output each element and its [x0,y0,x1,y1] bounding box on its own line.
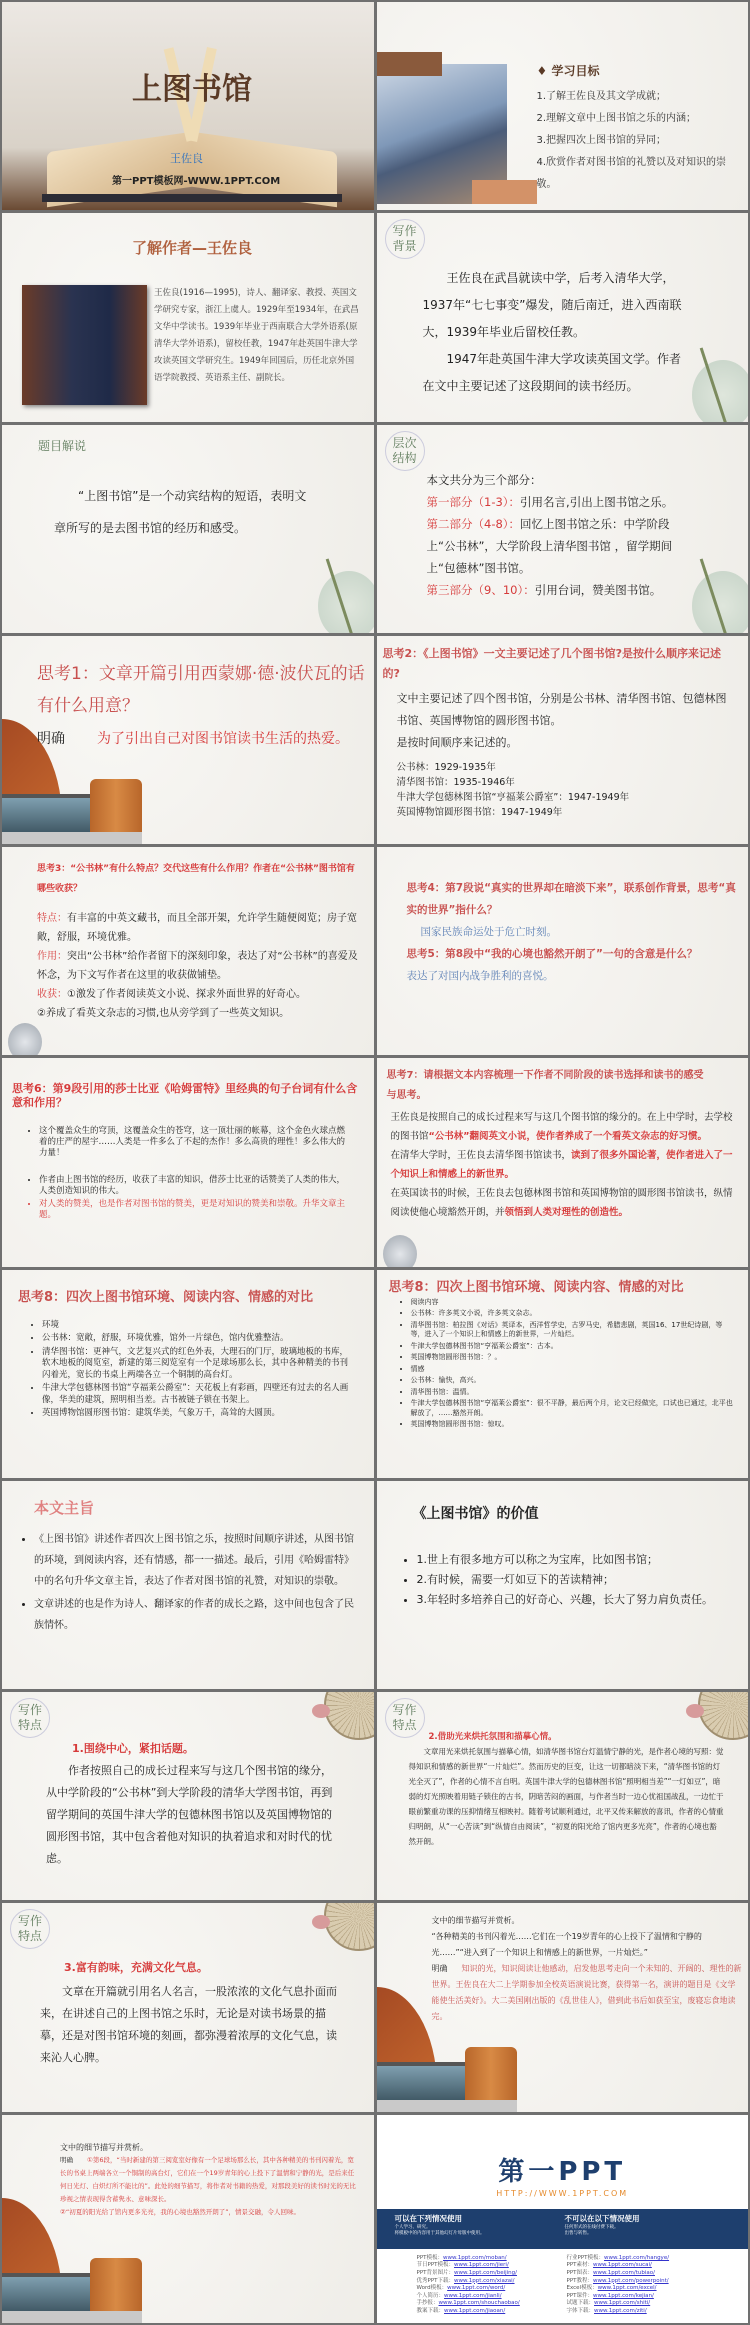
objectives-heading-text: 学习目标 [551,64,600,78]
author-bio: 王佐良(1916—1995)，诗人、翻译家、教授、英国文学研究专家，浙江上虞人。1929年至1934年，在武昌文华中学读书。1939年毕业于西南联合大学外语系(原清华大学外语系)，留校任教，1947年赴英国牛津大学攻读英国文学研究生。1949年回国后，历任北京外国语学院教授、英语系主任、副院长。 [154,288,359,384]
part-item [427,491,689,513]
answer-item [37,909,362,947]
item-label: 收获： [37,989,67,1001]
slide-heading: 《上图书馆》的价值 [412,1505,539,1522]
answer: 国家民族命运处于危亡时刻。 [420,926,557,939]
section-tag [385,1698,425,1738]
tag-line: 结构 [392,450,417,465]
bullet-list [399,1298,734,1432]
rose-decoration [312,1704,330,1718]
bullet-item: • 阅读内容 [411,1298,734,1308]
highlight: 读到了很多外国论著，使作者进入了一个知识上和情感上的新世界。 [390,1150,733,1181]
link-label: PPT教程： [566,2277,593,2284]
tag-line: 写作 [392,224,417,239]
part-text: 引用台词，赞美图书馆。 [534,582,662,597]
bullet-list [27,1126,347,1223]
link-label: PPT模板： [416,2254,443,2261]
slide-detail-analysis1[interactable] [377,1903,749,2111]
slide-title-explain[interactable] [2,425,374,633]
section-tag [385,219,425,259]
gourd-icon: ♦ [536,64,548,78]
objectives-list [537,86,742,196]
section-tag [385,431,425,471]
answer-paragraph [391,1184,741,1222]
tag-line: 层次 [392,435,417,450]
resource-link[interactable]: www.1ppt.com/shouchaobao/ [438,2300,520,2307]
bullet-item: • 3.年轻时多培养自己的好奇心、兴趣，长大了努力肩负责任。 [417,1591,725,1609]
slide-feature1[interactable] [2,1692,374,1900]
bullet-item: • 清华图书馆：更神气，文艺复兴式的红色外表，大理石的门厅，玻璃地板的书库，软木地板的阅览室，新建的第三阅览室有一个足球场那么长，其中各种精美的书刊闪着光，宽长的书桌上两端各立一个铜制的高台灯。 [42,1347,355,1382]
quote: “各种精美的书刊闪着光……它们在一个19岁青年的心上投下了温情和宁静的光……”“进入到了一个知识上和情感上的新世界，一片灿烂。” [431,1932,702,1958]
tag-line: 背景 [392,239,417,254]
answer-paragraph [391,1146,741,1184]
bullet-list [22,1529,357,1638]
timeline-item: 牛津大学包德林图书馆“亨福莱公爵室”：1947-1949年 [396,791,630,803]
question: 思考3：“公书林”有什么特点？交代这些有什么作用？作者在“公书林”图书馆有哪些收获？ [37,864,355,895]
tag-line: 特点 [392,1718,417,1733]
deny-item: 出售与转售。 [564,2230,592,2236]
link-row [567,2308,717,2316]
allow-title: 可以在下列情况使用 [394,2213,462,2223]
answer-text: ②“初夏的阳光给了馆内更多光亮，我的心境也豁然开朗了”，情景交融，令人回味。 [60,2207,301,2216]
slide-objectives[interactable] [377,2,749,210]
highlight: “公书林”翻阅英文小说，使作者养成了一个看英文杂志的好习惯。 [428,1131,708,1143]
slide-think8-environment[interactable] [2,1270,374,1478]
text: 在清华大学时，王佐良去清华图书馆读书， [390,1150,572,1162]
link-row [567,2300,717,2308]
flower-decoration [692,571,748,633]
tag-line: 特点 [17,1929,42,1944]
bullet-item: • 公书林：愉快，高兴。 [411,1376,734,1386]
answer-line: 文中主要记述了四个图书馆，分别是公书林、清华图书馆、包德林图书馆、英国博物馆的圆形图书馆。 [396,691,727,727]
vase-decoration [8,1023,42,1055]
answer-item [37,947,362,985]
umbrella-decoration [698,1692,748,1740]
feature-body: 文章用光来烘托氛围与描摹心情，如清华图书馆台灯温情宁静的光，是作者心境的写照：觉得知识和情感的新世界“一片灿烂”。然而历史的巨变，让这一切都暗淡下来，“清华图书馆的灯光全灭了”，作者的心情不言自明。英国牛津大学的包德林图书馆“照明相当差”“一灯如豆”，暗弱的灯光照映着用链子锁住的古书，阴暗苦闷的画面，与作者当时一边心忧祖国战乱，一边忙于眼前繁重功课的压抑情绪互相映衬。随着考试顺利通过，北平又传来解放的喜讯，作者的心情重归明朗，从“一心苦读”到“纵情自由阅读”，“初夏的阳光给了馆内更多光亮”，作者的心境也豁然开朗。 [408,1747,724,1847]
text: 王佐良是按照自己的成长过程来写与这几个图书馆的缘分的。在上中学时，去学校的图书馆 [390,1112,733,1143]
link-label: 字体下载： [566,2307,595,2314]
resource-link[interactable]: www.1ppt.com/ziti/ [594,2307,647,2314]
umbrella-decoration [324,1692,374,1740]
section-tag: 题目解说 [38,438,87,453]
bullet-item: • 牛津大学包德林图书馆“亨福莱公爵室”：天花板上有彩画，四壁还有过去的名人画像，华美的建筑，照明相当差。古书被链子锁在书架上。 [42,1383,355,1406]
feature-heading: 1.围绕中心，紧扣话题。 [72,1742,194,1756]
intro: 文中的细节描写并赏析。 [431,1916,520,1926]
text: 在英国读书的时候，王佐良去包德林图书馆和英国博物馆的圆形图书馆读书，纵情阅读使他心境豁然开朗，并 [390,1188,733,1219]
question: 思考7：请根据文本内容梳理一下作者不同阶段的读书选择和读书的感受与思考。 [386,1070,704,1102]
link-label: PPT素材： [566,2262,593,2269]
allow-item: 个人学习、研究。 [394,2224,431,2230]
link-label: PPT课件： [566,2292,593,2299]
answer-text: 知识的光，知识阅读让他感动，启发他思考走向一个未知的、开阔的、理性的新世界。王佐良在大二上学期参加全校英语演说比赛，获得第一名，演讲的题目是《文学能使生活美好》。大二美国刚出版的《乱世佳人》，借到此书后如获至宝，废寝忘食地读完。 [431,1964,742,2022]
link-label: PPT背景图片： [416,2269,454,2276]
bullet-item: • 这个覆盖众生的穹顶，这覆盖众生的苍穹，这一顶壮丽的帐幕，这个金色火球点燃着的庄严的屋宇……人类是一件多么了不起的杰作！多么高贵的理性！多么伟大的力量！ [39,1126,347,1159]
resource-link[interactable]: www.1ppt.com/excel/ [597,2285,657,2292]
feature-heading: 2.借助光来烘托氛围和描摹心情。 [428,1732,557,1743]
resource-link[interactable]: www.1ppt.com/shiti/ [594,2300,651,2307]
question: 思考1：文章开篇引用西蒙娜·德·波伏瓦的话有什么用意？ [37,663,365,716]
allow-item: 将模板中的内容用于其他幻灯片母版中使用。 [394,2230,485,2236]
part-label: 第三部分（9、10）： [426,582,535,597]
deny-item: 任何形式的在线付费下载。 [564,2224,619,2230]
answer-line: 是按时间顺序来记述的。 [396,735,518,749]
objectives-heading [537,62,600,79]
answer [60,2154,360,2206]
objective-item: 1.了解王佐良及其文学成就； [536,91,667,102]
link-row [417,2262,567,2270]
slide-end-brand[interactable] [377,2115,749,2323]
link-row [417,2278,567,2286]
link-label: 教案下载： [416,2307,445,2314]
bullet-item: • 环境 [42,1320,355,1332]
answer: 表达了对国内战争胜利的喜悦。 [406,970,554,983]
bullet-item: • 《上图书馆》讲述作者四次上图书馆之乐，按照时间顺序讲述，从图书馆的环境，到阅读内容，还有情感，都一一描述。最后，引用《哈姆雷特》中的名句升华文章主旨，表达了作者对图书馆的礼赞，对知识的崇敬。 [34,1529,357,1592]
tag-line: 写作 [17,1914,42,1929]
site-watermark: 第一PPT模板网-WWW.1PPT.COM [112,176,281,187]
slide-feature3[interactable] [2,1903,374,2111]
bullet-item: • 对人类的赞美，也是作者对图书馆的赞美，更是对知识的赞美和崇敬。升华文章主题。 [39,1199,347,1221]
answer-label: 明确 [60,2155,73,2164]
slide-value[interactable] [377,1481,749,1689]
resource-link[interactable]: www.1ppt.com/beijing/ [454,2269,518,2276]
link-row [567,2278,717,2286]
slide-think3[interactable] [2,847,374,1055]
answer-paragraph [391,1108,741,1146]
resource-link[interactable]: www.1ppt.com/word/ [447,2285,506,2292]
answer [391,1108,741,1222]
link-label: PPT图表： [566,2269,593,2276]
slide-think1[interactable] [2,636,374,844]
bullet-item: • 英国博物馆圆形图书馆：建筑华美，气象万千，高耸的大圆顶。 [42,1408,355,1420]
deny-title: 不可以在以下情况使用 [564,2213,640,2223]
bullet-list [30,1320,355,1422]
item-text: ①激发了作者阅读英文小说、探求外面世界的好奇心。 [67,989,306,1001]
item-label: 特点： [37,913,67,925]
intro: 本文共分为三个部分： [426,472,542,487]
link-label: 个人简历： [416,2292,445,2299]
qa [407,877,742,987]
link-row [417,2308,567,2316]
timeline-item: 英国博物馆圆形图书馆：1947-1949年 [396,806,563,818]
bullet-item: • 情感 [411,1365,734,1375]
link-label: 手抄报： [416,2300,439,2307]
feature-body: 文章在开篇就引用名人名言，一股浓浓的文化气息扑面而来，在讲述自己的上图书馆之乐时，无论是对读书场景的描摹，还是对图书馆环境的刻画，都弥漫着浓厚的文化气息，读来沁人心脾。 [40,1985,337,2065]
part-item [427,579,689,601]
resource-links [417,2255,717,2316]
part-text: 回忆上图书馆之乐：中学阶段上“公书林”，大学阶段上清华图书馆 ，留学期间上“包德林”图书馆。 [426,516,673,575]
brand-logo: 第一PPT [498,2156,627,2187]
question: 思考6：第9段引用的莎士比亚《哈姆雷特》里经典的句子台词有什么含意和作用？ [12,1082,358,1110]
flower-decoration [318,571,374,633]
answer: 为了引出自己对图书馆读书生活的热爱。 [97,730,349,747]
question: 思考4：第7段说“真实的世界却在暗淡下来”，联系创作背景，思考“真实的世界”指什么？ [406,882,736,917]
detail-text [60,2141,360,2219]
explain-text: “上图书馆”是一个动宾结构的短语，表明文章所写的是去图书馆的经历和感受。 [54,488,307,535]
slide-heading: 思考8：四次上图书馆环境、阅读内容、情感的对比 [388,1279,684,1295]
bullet-item: • 牛津大学包德林图书馆“亨福莱公爵室”：很不平静，最后两个月，论文已经做完，口试也已通过，北平也解放了，……豁然开朗。 [411,1399,734,1418]
tag-line: 写作 [17,1703,42,1718]
link-row [567,2262,717,2270]
answer-text: ①第6段，“当时新建的第三阅览室好像有一个足球场那么长，其中各种精美的书刊闪着光，宽长的书桌上两端各立一个铜制的高台灯，它们在一个19岁青年的心上投下了温情和宁静的光，是后来任何日光灯、白炽灯所不能比的”。此处的细节描写，将作者对书籍的热爱，对那段美好的读书时光的无比珍视之情表现得含蓄隽永、意味深长。 [60,2155,356,2203]
flower-decoration [692,360,748,422]
resource-link[interactable]: www.1ppt.com/moban/ [443,2254,507,2261]
feature-heading: 3.富有韵味，充满文化气息。 [64,1961,208,1975]
link-label: Excel模板： [566,2285,598,2292]
tag-line: 写作 [392,1703,417,1718]
slide-heading: 思考8：四次上图书馆环境、阅读内容、情感的对比 [18,1289,314,1305]
bullet-item: • 公书林：宽敞，舒服，环境优雅，馆外一片绿色，馆内优雅整洁。 [42,1333,355,1345]
slide-author[interactable] [2,213,374,421]
bullet-item: • 英国博物馆圆形图书馆：惊叹。 [411,1420,734,1430]
bullet-item: • 2.有时候，需要一灯如豆下的苦读精神； [417,1571,725,1589]
slide-feature2[interactable] [377,1692,749,1900]
item-label: 作用： [37,951,67,963]
paragraph: 王佐良在武昌就读中学，后考入清华大学，1937年“七七事变”爆发，随后南迁，进入西南联大，1939年毕业后留校任教。 [422,271,682,340]
structure-text [427,469,689,601]
item-text: 突出“公书林”给作者留下的深刻印象，表达了对“公书林”的喜爱及怀念，为下文写作者在这里的收获做铺垫。 [37,951,358,982]
slide-think4-5[interactable] [377,847,749,1055]
bullet-list [405,1551,725,1611]
answer [432,1961,742,2025]
decor-bar [377,52,442,76]
slide-theme[interactable] [2,1481,374,1689]
usage-banner [377,2209,749,2249]
paragraph: 1947年赴英国牛津大学攻读英国文学。作者在文中主要记述了这段期间的读书经历。 [422,352,682,394]
link-label: 节日PPT模板： [416,2262,454,2269]
question: 思考2：《上图书馆》一文主要记述了几个图书馆?是按什么顺序来记述的? [382,646,722,680]
bullet-item: • 清华图书馆：柏拉图《对话》英译本，西洋哲学史，古罗马史，希腊悲剧，英国16、17世纪诗剧，等等，进入了一个知识上和情感上的新世界，一片灿烂。 [411,1321,734,1340]
author-photo [22,285,147,405]
part-text: 引用名言,引出上图书馆之乐。 [520,494,674,509]
link-label: 优秀PPT下载： [416,2277,454,2284]
detail-text [432,1913,742,2025]
slide-heading: 本文主旨 [34,1498,95,1517]
slide-heading: 了解作者—王佐良 [132,239,253,258]
answer [397,688,737,754]
brand-url: HTTP://WWW.1PPT.COM [496,2188,629,2198]
part-label: 第一部分（1-3）： [426,494,521,509]
item-text: 有丰富的中英文藏书，而且全部开架，允许学生随便阅览；房子宽敞，舒服，环境优雅。 [37,913,357,944]
resource-link[interactable]: www.1ppt.com/jieri/ [454,2262,509,2269]
bullet-item: • 作者由上图书馆的经历，收获了丰富的知识，借莎士比亚的话赞美了人类的伟大，人类创造知识的伟大。 [39,1175,347,1197]
bullet-item: • 1.世上有很多地方可以称之为宝库，比如图书馆； [417,1551,725,1569]
answer [37,909,362,1023]
objective-item: 2.理解文章中上图书馆之乐的内涵； [536,113,697,124]
umbrella-decoration [324,1903,374,1951]
author-name: 王佐良 [170,152,203,165]
slide-think2[interactable] [377,636,749,844]
section-tag [10,1698,50,1738]
bullet-item: • 清华图书馆：温情。 [411,1388,734,1398]
link-row [417,2270,567,2278]
slide-detail-analysis2[interactable] [2,2115,374,2323]
link-row [417,2300,567,2308]
resource-link[interactable]: www.1ppt.com/xiazai/ [454,2277,515,2284]
slide-structure[interactable] [377,425,749,633]
intro: 文中的细节描写并赏析。 [60,2142,148,2152]
resource-link[interactable]: www.1ppt.com/powerpoint/ [593,2277,669,2284]
background-text [423,265,685,400]
link-row [417,2285,567,2293]
answer-label: 明确 [431,1964,448,1974]
answer-item [37,985,362,1004]
section-tag [10,1909,50,1949]
deny-section [565,2213,640,2236]
resource-link[interactable]: www.1ppt.com/hangye/ [604,2254,670,2261]
feature-body: 作者按照自己的成长过程来写与这几个图书馆的缘分，从中学阶段的“公书林”到大学阶段的清华大学图书馆，再到留学期间的英国牛津大学的包德林图书馆以及英国博物馆的圆形图书馆，其中包含着他对知识的执着追求和对时代的忧虑。 [46,1764,333,1866]
link-label: Word模板： [416,2285,448,2292]
timeline [397,760,630,820]
link-label: 行业PPT模板： [566,2254,604,2261]
part-item [427,513,689,579]
rose-decoration [312,1915,330,1929]
resource-link[interactable]: www.1ppt.com/jiaoan/ [444,2307,506,2314]
slide-background[interactable] [377,213,749,421]
slide-think7[interactable] [377,1058,749,1266]
resource-link[interactable]: www.1ppt.com/jianli/ [444,2292,502,2299]
decor-bar [472,180,537,204]
objective-item: 4.欣赏作者对图书馆的礼赞以及对知识的崇敬。 [536,157,727,190]
bullet-item: • 文章讲述的也是作为诗人、翻译家的作者的成长之路，这中间也包含了民族情怀。 [34,1594,357,1636]
bullet-item: • 牛津大学包德林图书馆“亨福莱公爵室”：古本。 [411,1342,734,1352]
bullet-item: • 公书林：许多英文小说，许多英文杂志。 [411,1309,734,1319]
link-label: 试题下载： [566,2300,595,2307]
part-label: 第二部分（4-8）： [426,516,521,531]
link-row [567,2285,717,2293]
slide-think8-reading-emotion[interactable] [377,1270,749,1478]
question: 思考5：第8段中“我的心境也豁然开朗了”一句的含意是什么？ [406,948,698,961]
allow-section [395,2213,485,2236]
answer-item: ②养成了看英文杂志的习惯,也从旁学到了一些英文知识。 [37,1008,290,1020]
answer-label: 明确 [37,730,65,747]
slide-think6[interactable] [2,1058,374,1266]
resource-link[interactable]: www.1ppt.com/tubiao/ [593,2269,655,2276]
slide-title[interactable] [2,2,374,210]
timeline-item: 清华图书馆：1935-1946年 [396,776,515,788]
tag-line: 特点 [17,1718,42,1733]
vase-decoration [383,1235,417,1267]
resource-link[interactable]: www.1ppt.com/sucai/ [593,2262,652,2269]
presentation-title: 上图书馆 [132,72,252,107]
resource-link[interactable]: www.1ppt.com/kejian/ [593,2292,654,2299]
bullet-item: • 英国博物馆圆形图书馆：？。 [411,1353,734,1363]
link-row [567,2270,717,2278]
objective-item: 3.把握四次上图书馆的异同； [536,135,667,146]
timeline-item: 公书林：1929-1935年 [396,761,496,773]
highlight: 领悟到人类对理性的创造性。 [504,1207,629,1219]
